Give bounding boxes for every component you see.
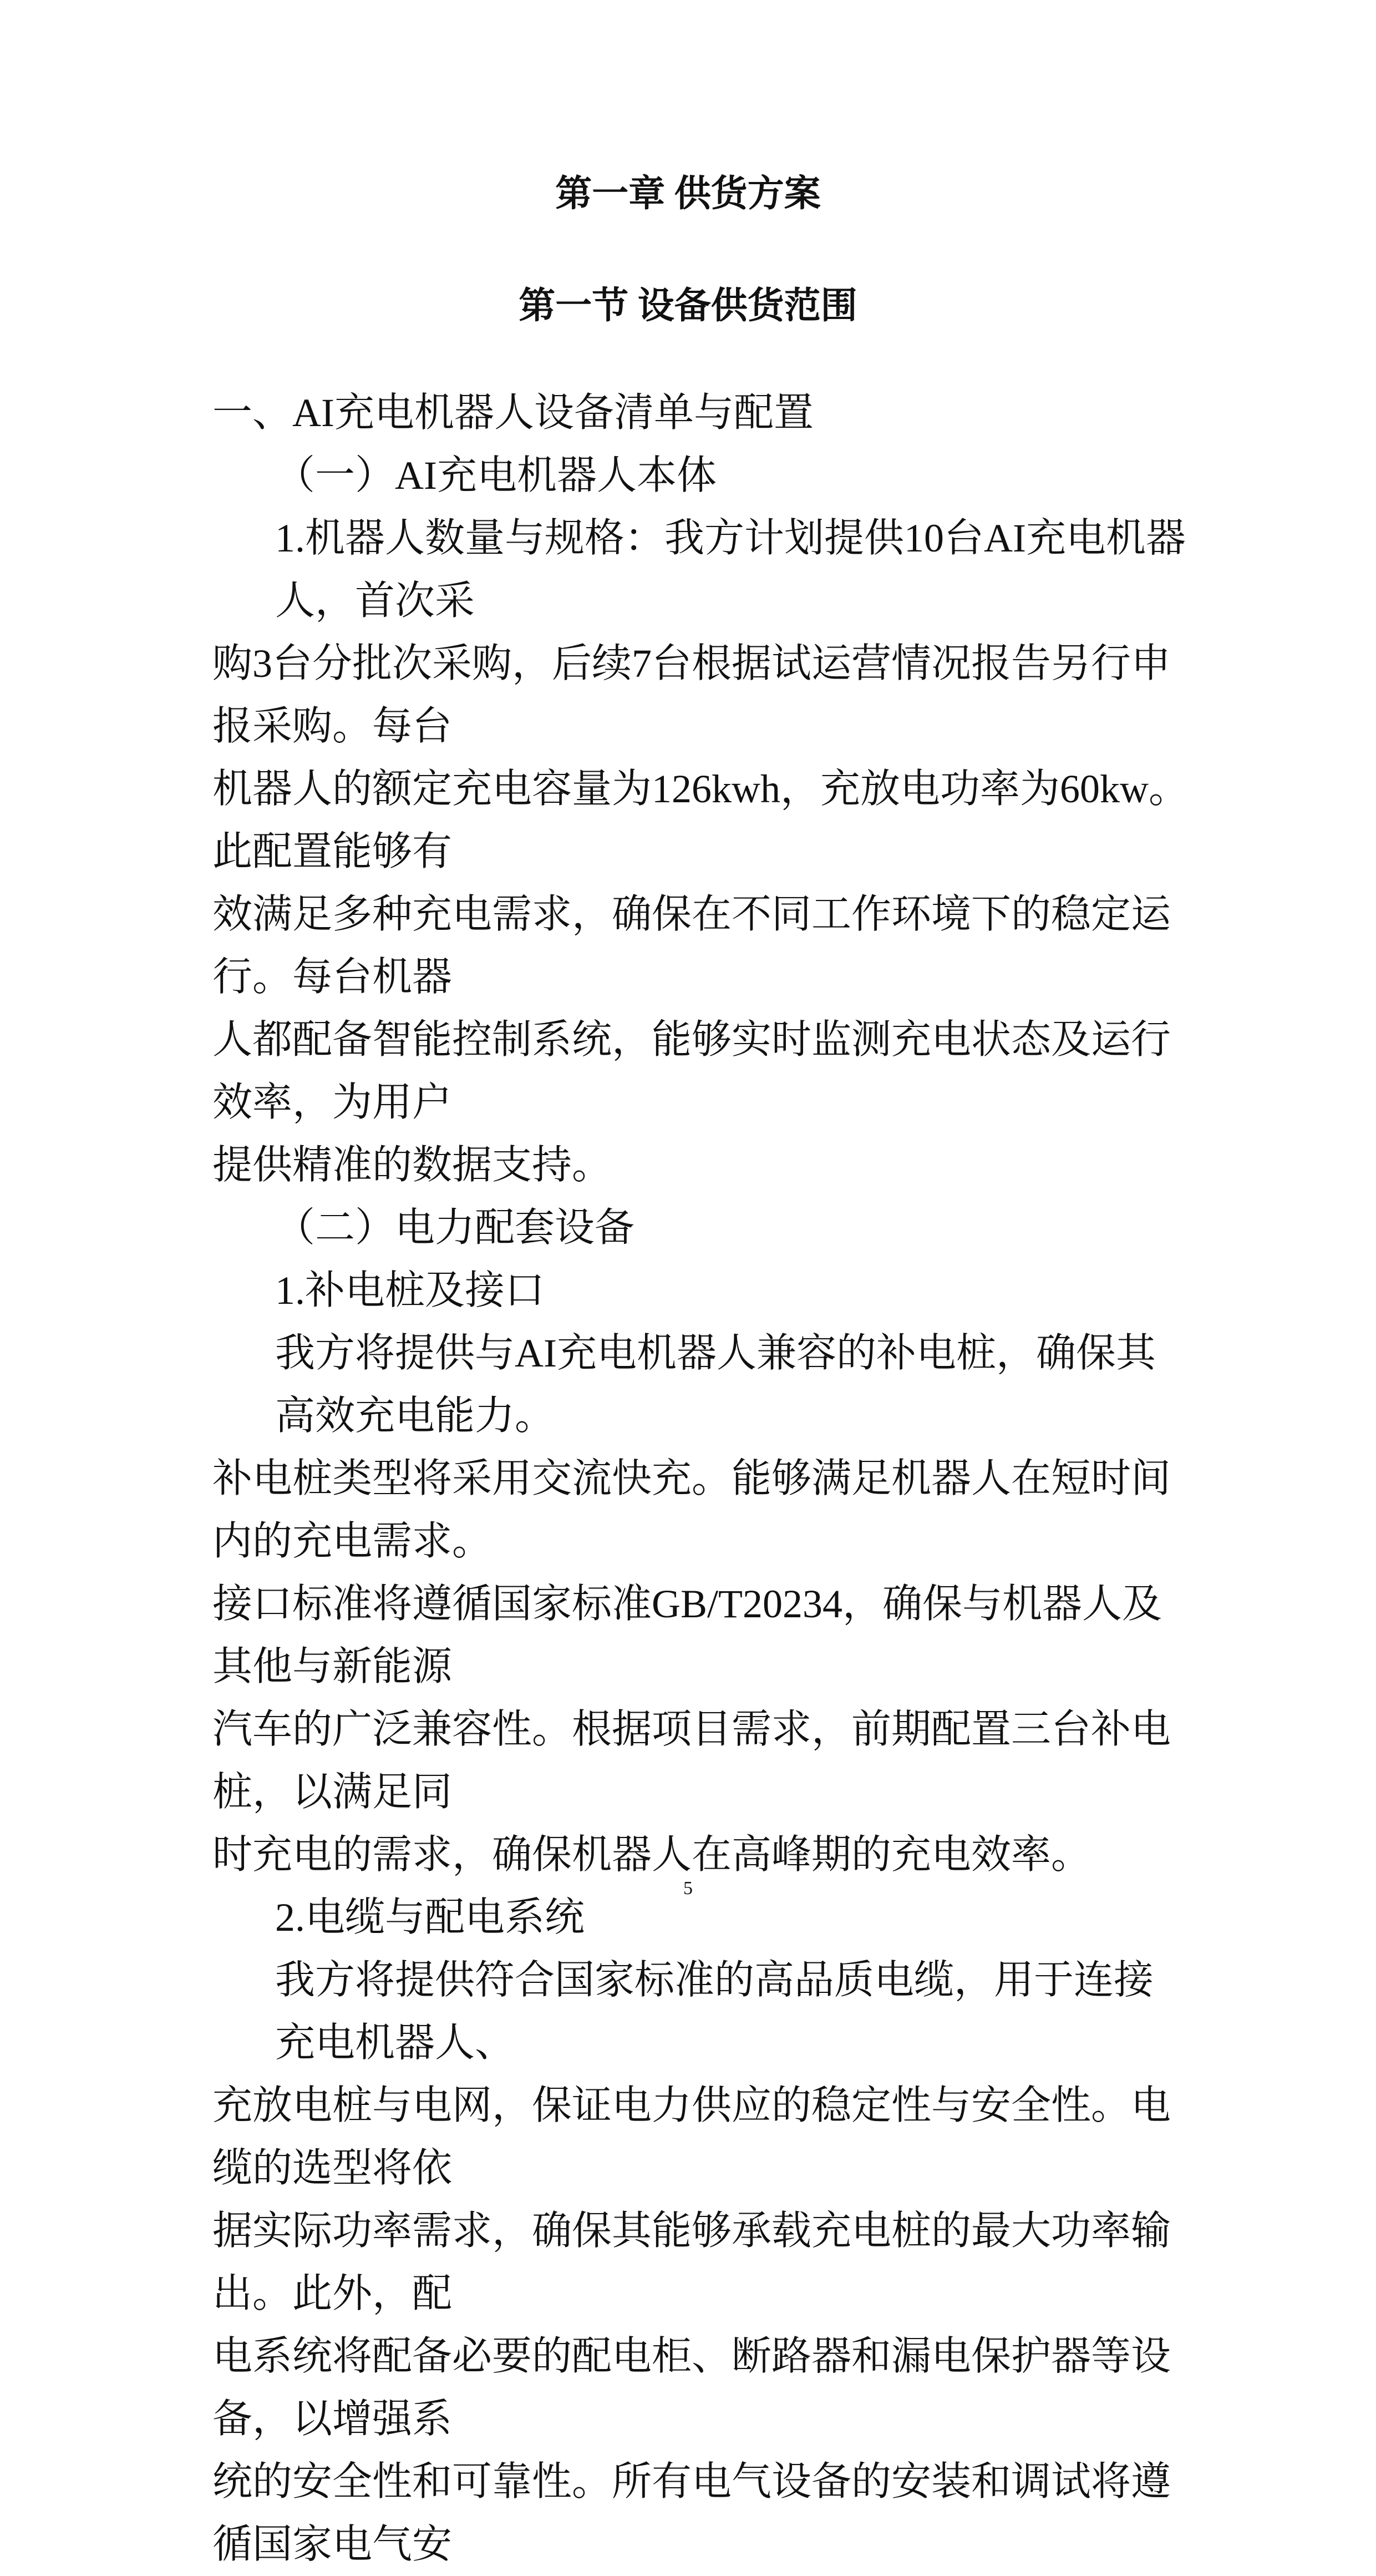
paragraph-line: 购3台分批次采购，后续7台根据试运营情况报告另行申报采购。每台 <box>212 641 1171 748</box>
document-body <box>212 382 1189 2576</box>
paragraph-line: 时充电的需求，确保机器人在高峰期的充电效率。 <box>212 1833 1091 1877</box>
paragraph-line: 电系统将配备必要的配电柜、断路器和漏电保护器等设备，以增强系 <box>212 2334 1171 2441</box>
paragraph-line: 据实际功率需求，确保其能够承载充电桩的最大功率输出。此外，配 <box>212 2209 1171 2316</box>
item-charging-pile: 1.补电桩及接口 <box>275 1268 545 1313</box>
page-number: 5 <box>683 1878 693 1899</box>
item-cable-distribution: 2.电缆与配电系统 <box>275 1895 585 1940</box>
paragraph-line: 效满足多种充电需求，确保在不同工作环境下的稳定运行。每台机器 <box>212 892 1171 999</box>
paragraph-line: 补电桩类型将采用交流快充。能够满足机器人在短时间内的充电需求。 <box>212 1456 1171 1563</box>
subheading-power-equipment: （二）电力配套设备 <box>275 1206 635 1250</box>
heading-equipment-list: 一、AI充电机器人设备清单与配置 <box>212 391 814 435</box>
section-title: 第一节 设备供货范围 <box>519 286 857 326</box>
paragraph-line: 机器人的额定充电容量为126kwh，充放电功率为60kw。此配置能够有 <box>212 767 1189 874</box>
paragraph-line: 我方将提供与AI充电机器人兼容的补电桩，确保其高效充电能力。 <box>275 1331 1156 1438</box>
paragraph-line: 1.机器人数量与规格：我方计划提供10台AI充电机器人，首次采 <box>275 516 1186 623</box>
chapter-title: 第一章 供货方案 <box>555 174 821 214</box>
paragraph-line: 接口标准将遵循国家标准GB/T20234，确保与机器人及其他与新能源 <box>212 1582 1162 1689</box>
paragraph-line: 我方将提供符合国家标准的高品质电缆，用于连接充电机器人、 <box>275 1958 1154 2065</box>
paragraph-line: 人都配备智能控制系统，能够实时监测充电状态及运行效率，为用户 <box>212 1018 1171 1125</box>
paragraph-cable-distribution <box>212 1949 1189 2576</box>
subheading-robot-body: （一）AI充电机器人本体 <box>275 453 717 498</box>
paragraph-line: 充放电桩与电网，保证电力供应的稳定性与安全性。电缆的选型将依 <box>212 2083 1171 2190</box>
paragraph-line: 汽车的广泛兼容性。根据项目需求，前期配置三台补电桩，以满足同 <box>212 1707 1171 1814</box>
paragraph-line: 提供精准的数据支持。 <box>212 1143 612 1187</box>
paragraph-robot-spec <box>212 507 1189 1197</box>
paragraph-charging-pile <box>212 1322 1189 1886</box>
paragraph-line: 统的安全性和可靠性。所有电气设备的安装和调试将遵循国家电气安 <box>212 2459 1171 2567</box>
